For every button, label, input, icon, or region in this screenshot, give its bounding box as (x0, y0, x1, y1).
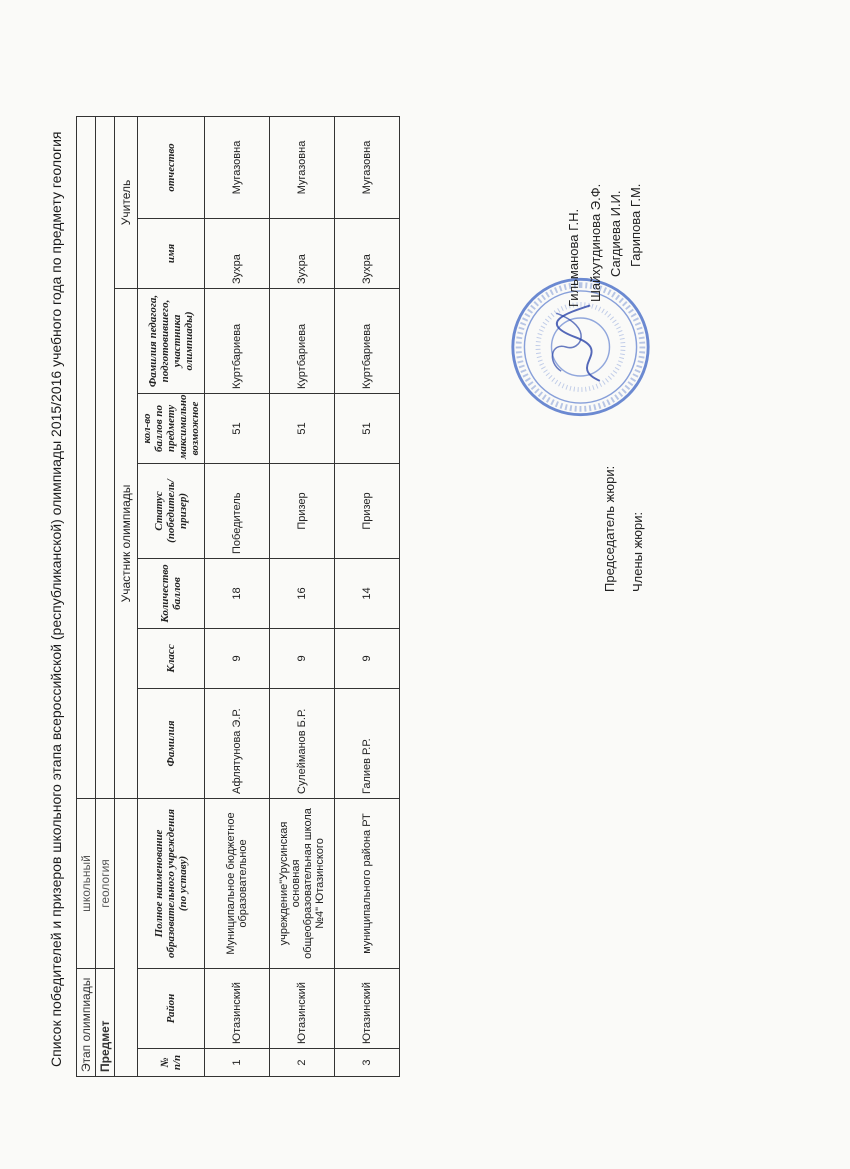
rotated-document (48, 97, 668, 1097)
member-name: Гарипова Г.М. (628, 183, 643, 267)
row-num: 2 (270, 1049, 335, 1077)
header-max-points: кол-во баллов по предмету максимально возможное (138, 393, 205, 463)
teacher-group-header: Учитель (115, 116, 138, 288)
row-teacher-name: Зухра (270, 218, 335, 288)
row-grade: 9 (335, 628, 400, 688)
row-status: Призер (335, 463, 400, 558)
header-teacher-surname: Фамилия педагога, подготовившего, участника олимпиады) (138, 288, 205, 393)
stage-label: Этап олимпиады (77, 968, 96, 1076)
header-num: № п/п (138, 1049, 205, 1077)
row-institution: муниципального района РТ (335, 798, 400, 968)
row-teacher-surname: Куртбариева (270, 288, 335, 393)
chair-name: Гильманова Г.Н. (566, 208, 581, 307)
row-surname: Сулейманов Б.Р. (270, 688, 335, 798)
row-surname: Афлятунова Э.Р. (205, 688, 270, 798)
header-teacher-patronymic: отчество (138, 116, 205, 218)
subject-label: Предмет (96, 968, 115, 1076)
stage-row (77, 116, 96, 1076)
row-surname: Галиев Р.Р. (335, 688, 400, 798)
member-name: Шайхутдинова Э.Ф. (588, 183, 603, 302)
row-teacher-name: Зухра (205, 218, 270, 288)
jury-signatures (508, 122, 648, 592)
row-teacher-name: Зухра (335, 218, 400, 288)
header-points: Количество баллов (138, 558, 205, 628)
row-teacher-patronymic: Мугазовна (205, 116, 270, 218)
row-institution: Муниципальное бюджетное образовательное (205, 798, 270, 968)
row-grade: 9 (270, 628, 335, 688)
row-status: Победитель (205, 463, 270, 558)
chair-label: Председатель жюри: (602, 465, 617, 592)
document-title: Список победителей и призеров школьного этапа всероссийской (республиканской) олимпиады 2015/2016 учебного года по предмету геология (48, 131, 64, 1067)
row-teacher-surname: Куртбариева (335, 288, 400, 393)
header-grade: Класс (138, 628, 205, 688)
row-teacher-patronymic: Мугазовна (270, 116, 335, 218)
header-status: Статус (победитель/призер) (138, 463, 205, 558)
row-district: Ютазинский (270, 968, 335, 1048)
subject-row (96, 116, 115, 1076)
row-district: Ютазинский (205, 968, 270, 1048)
member-name: Сагдиева И.И. (608, 190, 623, 277)
row-max: 51 (270, 393, 335, 463)
table-row (205, 116, 270, 1076)
column-header-row (138, 116, 205, 1076)
row-grade: 9 (205, 628, 270, 688)
subject-value: геология (96, 798, 115, 968)
row-teacher-surname: Куртбариева (205, 288, 270, 393)
row-institution: учреждение"Урусинская основная общеобразовательная школа №4" Ютазинского (270, 798, 335, 968)
stage-value: школьный (77, 798, 96, 968)
row-num: 3 (335, 1049, 400, 1077)
row-max: 51 (335, 393, 400, 463)
results-table (76, 116, 400, 1077)
table-row (270, 116, 335, 1076)
row-points: 18 (205, 558, 270, 628)
row-district: Ютазинский (335, 968, 400, 1048)
table-row (335, 116, 400, 1076)
row-max: 51 (205, 393, 270, 463)
participant-group-header: Участник олимпиады (115, 288, 138, 798)
row-points: 16 (270, 558, 335, 628)
header-surname: Фамилия (138, 688, 205, 798)
header-district: Район (138, 968, 205, 1048)
members-label: Члены жюри: (630, 511, 645, 592)
row-teacher-patronymic: Мугазовна (335, 116, 400, 218)
header-institution: Полное наименование образовательного учреждения (по уставу) (138, 798, 205, 968)
header-teacher-name: имя (138, 218, 205, 288)
row-status: Призер (270, 463, 335, 558)
row-num: 1 (205, 1049, 270, 1077)
row-points: 14 (335, 558, 400, 628)
group-header-row (115, 116, 138, 1076)
